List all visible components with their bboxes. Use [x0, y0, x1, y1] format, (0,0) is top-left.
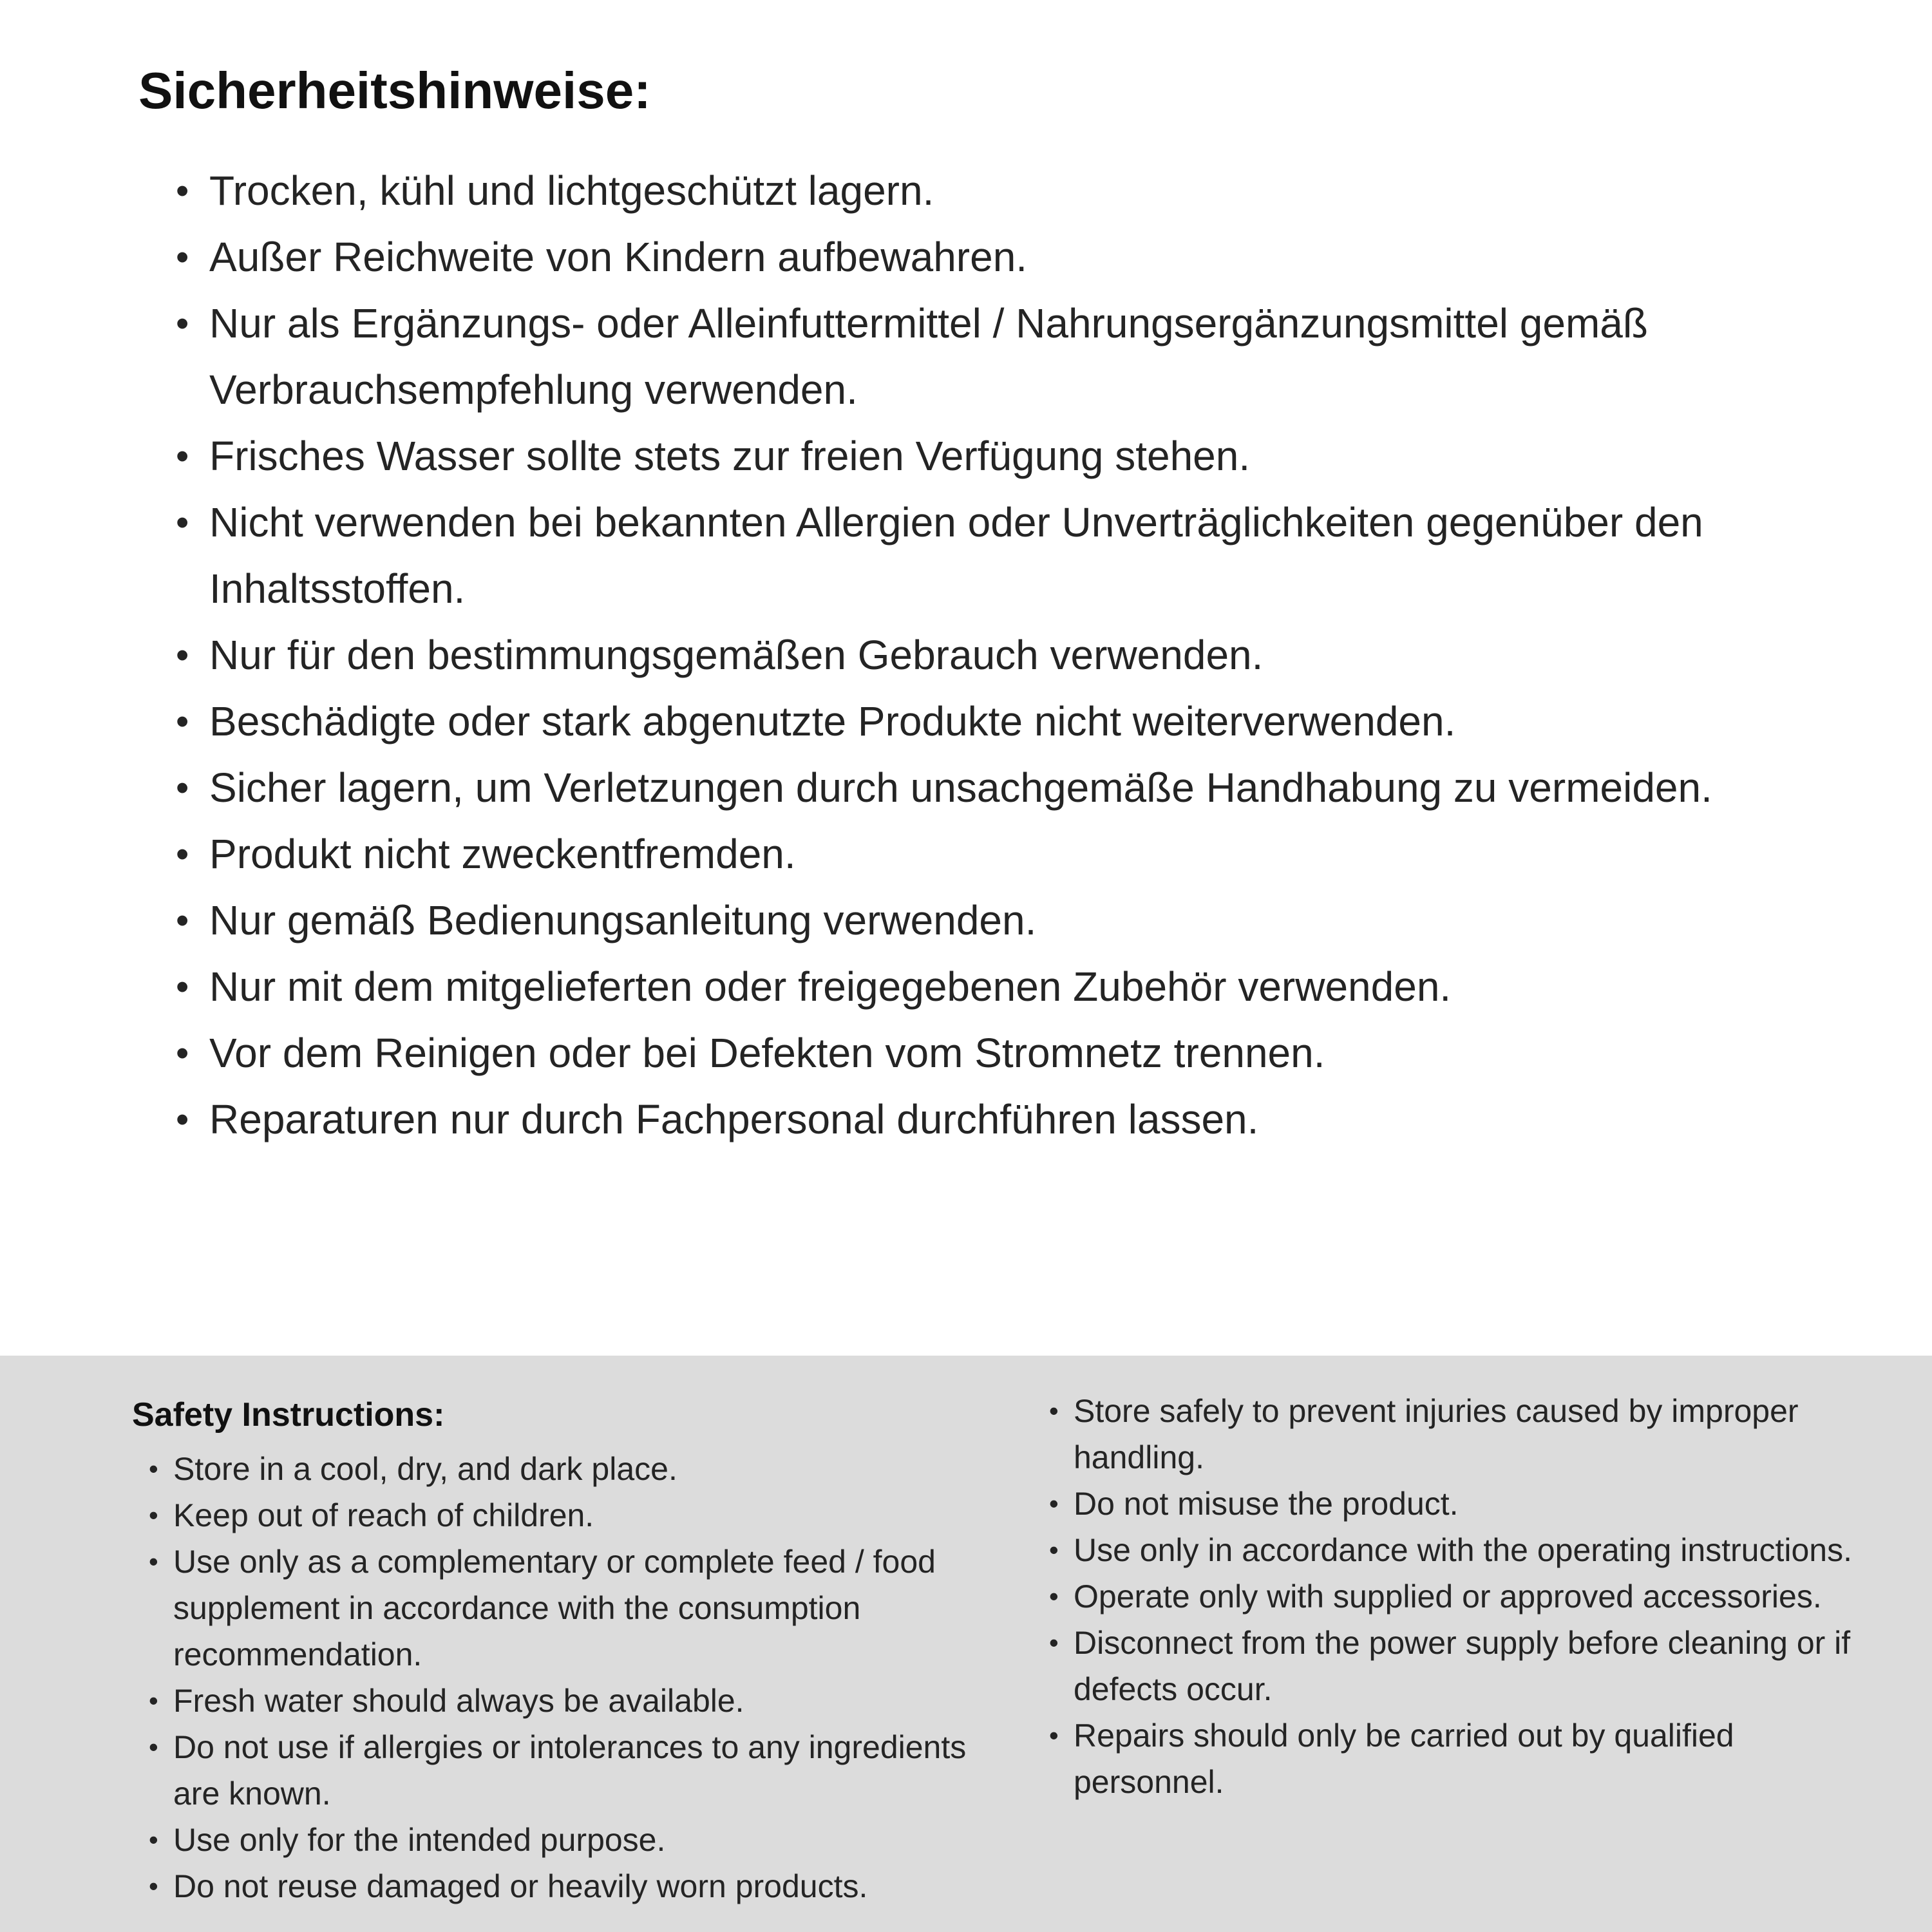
english-safety-list-item: • Do not use if allergies or intolerances to any ingredients are known.: [146, 1724, 1003, 1817]
english-safety-list-item: • Disconnect from the power supply before cleaning or if defects occur.: [1046, 1620, 1877, 1712]
english-safety-list-item: • Use only as a complementary or complete feed / food supplement in accordance with the consumption recommendation.: [146, 1539, 1003, 1678]
english-safety-list-item: • Store safely to prevent injuries caused by improper handling.: [1046, 1388, 1877, 1481]
english-safety-list-item: • Store in a cool, dry, and dark place.: [146, 1446, 1003, 1492]
german-safety-list-item: • Nur mit dem mitgelieferten oder freigegebenen Zubehör verwenden.: [171, 954, 1716, 1020]
german-safety-list-item: • Nur für den bestimmungsgemäßen Gebrauch verwenden.: [171, 622, 1716, 688]
english-left-column: [132, 1396, 1034, 1909]
german-safety-list-item: • Trocken, kühl und lichtgeschützt lagern.: [171, 158, 1716, 224]
english-right-column: [1046, 1388, 1884, 1805]
german-safety-list-item: • Reparaturen nur durch Fachpersonal durchführen lassen.: [171, 1086, 1716, 1153]
english-safety-list-item: • Repairs should only be carried out by qualified personnel.: [1046, 1712, 1877, 1805]
german-safety-list-item: • Frisches Wasser sollte stets zur freien Verfügung stehen.: [171, 423, 1716, 489]
german-title: Sicherheitshinweise:: [138, 62, 651, 119]
german-safety-list-item: • Beschädigte oder stark abgenutzte Produkte nicht weiterverwenden.: [171, 688, 1716, 755]
german-safety-list-item: • Nur gemäß Bedienungsanleitung verwenden.: [171, 887, 1716, 954]
english-safety-list-right: [1046, 1388, 1877, 1805]
german-safety-list-item: • Vor dem Reinigen oder bei Defekten vom Stromnetz trennen.: [171, 1020, 1716, 1086]
english-safety-list-item: • Do not misuse the product.: [1046, 1481, 1877, 1527]
german-safety-list-item: • Nur als Ergänzungs- oder Alleinfuttermittel / Nahrungsergänzungsmittel gemäß Verbrauchsempfehlung verwenden.: [171, 290, 1716, 423]
english-safety-list-item: • Fresh water should always be available.: [146, 1678, 1003, 1724]
german-safety-list-item: • Außer Reichweite von Kindern aufbewahren.: [171, 224, 1716, 290]
english-safety-list-item: • Operate only with supplied or approved accessories.: [1046, 1573, 1877, 1620]
english-section: [0, 1356, 1932, 1932]
english-safety-list-item: • Use only in accordance with the operating instructions.: [1046, 1527, 1877, 1573]
german-safety-list-item: • Produkt nicht zweckentfremden.: [171, 821, 1716, 887]
german-safety-list-item: • Sicher lagern, um Verletzungen durch unsachgemäße Handhabung zu vermeiden.: [171, 755, 1716, 821]
german-safety-list-item: • Nicht verwenden bei bekannten Allergien oder Unverträglichkeiten gegenüber den Inhaltsstoffen.: [171, 489, 1716, 622]
english-safety-list-item: • Use only for the intended purpose.: [146, 1817, 1003, 1863]
english-safety-list-item: • Do not reuse damaged or heavily worn products.: [146, 1863, 1003, 1909]
german-safety-list: [171, 158, 1716, 1153]
english-safety-list-item: • Keep out of reach of children.: [146, 1492, 1003, 1539]
english-safety-list-left: [146, 1446, 1003, 1909]
english-title: Safety Instructions:: [132, 1396, 445, 1434]
